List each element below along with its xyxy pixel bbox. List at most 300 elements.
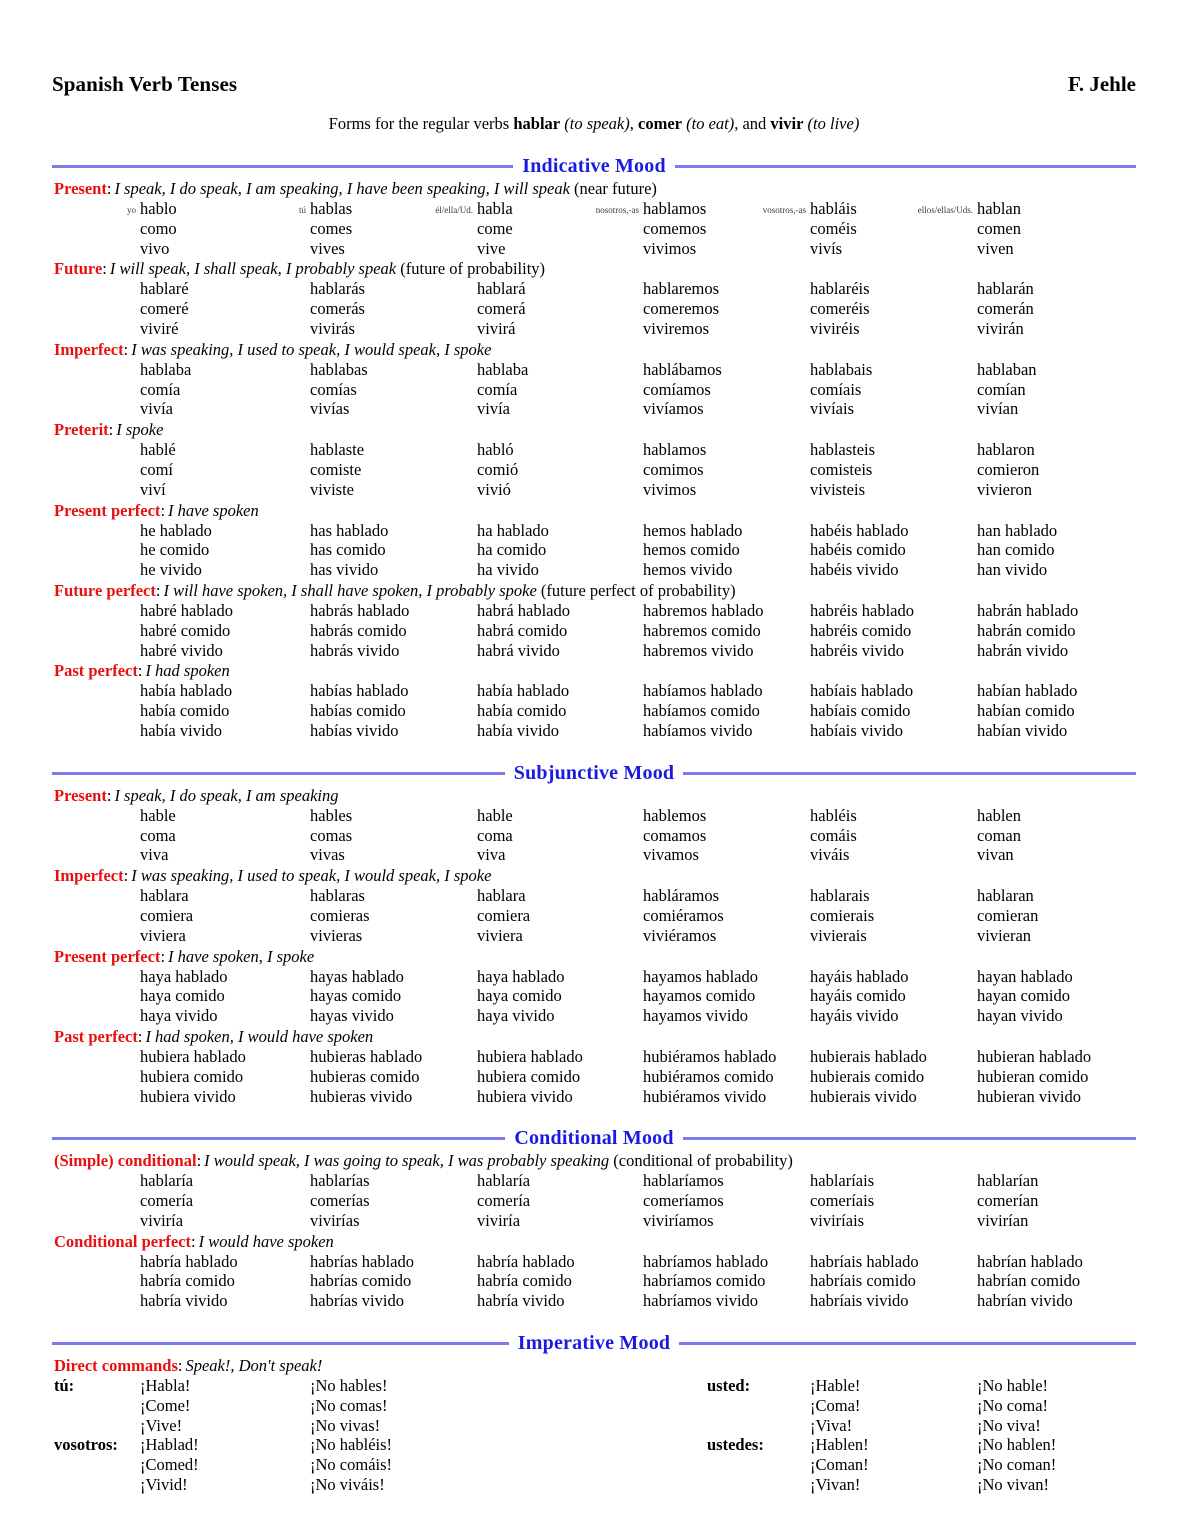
verb-form: viven (977, 238, 1014, 258)
tense-gloss: I have spoken, I spoke (168, 946, 315, 966)
verb-form: has hablado (310, 520, 389, 540)
verb-form: comieran (977, 905, 1039, 925)
verb-form: hubiera hablado (477, 1046, 583, 1066)
conjugation-row (52, 440, 1136, 460)
tense-colon: : (106, 179, 112, 198)
verb-form: hablaras (310, 886, 365, 906)
imperative-negative: ¡No viváis! (310, 1475, 385, 1495)
pronoun-label-2: él/ella/Ud. (435, 205, 473, 215)
verb-comer: comer (638, 114, 682, 133)
tense-block-past-perfect (52, 661, 1136, 740)
tense-heading (52, 661, 1136, 681)
imperative-negative: ¡No vivan! (977, 1475, 1049, 1495)
tense-block-imperfect (52, 340, 1136, 419)
verb-form: comiera (140, 905, 194, 925)
subtitle-sep-2: , and (734, 114, 771, 133)
tense-heading (52, 1356, 1136, 1376)
subtitle-sep-1: , (629, 114, 639, 133)
conjugation-row (52, 621, 1136, 641)
verb-form: habíamos hablado (643, 681, 763, 701)
verb-form: hablaríamos (643, 1171, 724, 1191)
verb-form: hubieran hablado (977, 1046, 1092, 1066)
verb-form: hablará (477, 279, 526, 299)
tense-heading (52, 1027, 1136, 1047)
verb-form: hablaréis (810, 279, 870, 299)
mood-label-conditional-mood: Conditional Mood (514, 1127, 674, 1150)
verb-form: vivirá (477, 318, 516, 338)
verb-form: hubiera comido (140, 1066, 244, 1086)
tense-colon: : (123, 339, 129, 359)
imperative-subject-right: usted: (707, 1376, 751, 1396)
verb-form: hubiera comido (477, 1066, 581, 1086)
verb-form: hablaran (977, 886, 1034, 906)
verb-form: habíais comido (810, 701, 911, 721)
verb-form: vivís (810, 238, 843, 258)
verb-form: habrá comido (477, 620, 568, 640)
verb-form: habríais comido (810, 1271, 916, 1291)
verb-form: hemos vivido (643, 560, 733, 580)
verb-form: habrá vivido (477, 640, 560, 660)
verb-form: habría hablado (140, 1251, 238, 1271)
tense-heading (52, 340, 1136, 360)
verb-form: comía (477, 379, 518, 399)
mood-divider-imperative (52, 1332, 1136, 1355)
verb-form: viviréis (810, 318, 860, 338)
verb-form: vivimos (643, 238, 697, 258)
mood-label-imperative: Imperative Mood (517, 1332, 671, 1355)
document-page (52, 0, 1136, 1536)
tense-gloss: I would speak, I was going to speak, I was probably speaking (204, 1151, 610, 1171)
tense-heading (52, 179, 1136, 199)
verb-form: hablamos (643, 440, 707, 460)
conjugation-row (52, 540, 1136, 560)
verb-form: viviríais (810, 1210, 865, 1230)
conjugation-row (52, 560, 1136, 580)
tense-heading (52, 501, 1136, 521)
conjugation-row (52, 845, 1136, 865)
verb-form: vivíamos (643, 399, 704, 419)
verb-form: hayas vivido (310, 1006, 394, 1026)
verb-form: haya comido (477, 986, 562, 1006)
verb-form: había comido (140, 701, 230, 721)
conjugation-row (52, 460, 1136, 480)
verb-form: habréis hablado (810, 600, 915, 620)
verb-form: viviríamos (643, 1210, 714, 1230)
verb-form: habrás hablado (310, 600, 410, 620)
conjugation-row (52, 279, 1136, 299)
verb-form: comiéramos (643, 905, 724, 925)
author-name: F. Jehle (1067, 72, 1136, 96)
verb-form: hablara (140, 886, 189, 906)
imperative-negative: ¡No habléis! (310, 1435, 393, 1455)
verb-form: ha vivido (477, 560, 539, 580)
imperative-subject-left: tú: (54, 1376, 75, 1396)
verb-form: habrían comido (977, 1271, 1081, 1291)
mood-divider-subjunctive-mood (52, 762, 1136, 785)
conjugation-rows (52, 360, 1136, 419)
conjugation-row (52, 239, 1136, 259)
verb-form: comiera (477, 905, 531, 925)
verb-form: hayáis vivido (810, 1006, 899, 1026)
imperative-row (52, 1376, 1136, 1396)
tense-block-past-perfect (52, 1027, 1136, 1106)
verb-form: hablarán (977, 279, 1034, 299)
verb-form: habéis vivido (810, 560, 899, 580)
verb-form: vives (310, 238, 345, 258)
verb-form: habremos vivido (643, 640, 754, 660)
verb-form: hayan comido (977, 986, 1071, 1006)
verb-form: vivan (977, 845, 1014, 865)
subtitle-prefix: Forms for the regular verbs (328, 114, 514, 133)
verb-form: vivimos (643, 479, 697, 499)
verb-form: hablen (977, 805, 1021, 825)
mood-label-subjunctive-mood: Subjunctive Mood (513, 761, 675, 784)
verb-form: comería (140, 1191, 194, 1211)
verb-form: hablas (310, 199, 353, 218)
tense-label: Past perfect (54, 661, 138, 681)
tense-gloss: I was speaking, I used to speak, I would speak, I spoke (131, 339, 492, 359)
verb-form: comieras (310, 905, 370, 925)
verb-form: hablaba (477, 359, 529, 379)
verb-form: come (477, 218, 513, 238)
imperative-negative: ¡No comas! (310, 1395, 388, 1415)
tense-block-conditional-perfect (52, 1232, 1136, 1311)
verb-form: coma (140, 825, 176, 845)
verb-form: viváis (810, 845, 850, 865)
conjugation-row (52, 1171, 1136, 1191)
verb-form: hablo (140, 199, 177, 218)
conjugation-row (52, 1067, 1136, 1087)
conjugation-rows (52, 681, 1136, 740)
tense-gloss: I have spoken (168, 500, 259, 520)
tense-block-present (52, 786, 1136, 865)
tense-block-simple-conditional (52, 1151, 1136, 1230)
verb-form: hablaba (140, 359, 192, 379)
tense-heading (52, 786, 1136, 806)
pronoun-label-4: vosotros,-as (762, 205, 806, 215)
verb-form: habéis comido (810, 540, 906, 560)
tense-colon: : (160, 946, 166, 966)
tense-block-present-perfect (52, 501, 1136, 580)
imperative-negative: ¡No viva! (977, 1415, 1041, 1435)
document-header (52, 0, 1136, 97)
verb-form: habrían hablado (977, 1251, 1083, 1271)
conjugation-row (52, 1291, 1136, 1311)
verb-form: comamos (643, 825, 707, 845)
verb-form: haya vivido (140, 1006, 218, 1026)
conjugation-row (52, 926, 1136, 946)
verb-form: habrán comido (977, 620, 1076, 640)
verb-form: viva (140, 845, 169, 865)
conjugation-row (52, 299, 1136, 319)
verb-form: había hablado (477, 681, 570, 701)
tense-colon: : (102, 259, 107, 279)
verb-form: habrías vivido (310, 1291, 404, 1311)
verb-form: hubieras hablado (310, 1046, 423, 1066)
verb-form: hablábamos (643, 359, 722, 379)
verb-form: habría vivido (140, 1291, 228, 1311)
tense-colon: : (137, 1026, 143, 1046)
conjugation-row (52, 701, 1136, 721)
verb-form: habías comido (310, 701, 406, 721)
imperative-affirmative: ¡Comed! (140, 1455, 199, 1475)
tense-label: Present (54, 785, 107, 805)
tense-block-future (52, 259, 1136, 338)
verb-form: vivierais (810, 925, 867, 945)
tense-colon: : (177, 1356, 183, 1376)
verb-form: hablarais (810, 886, 870, 906)
tense-colon: : (137, 661, 143, 681)
verb-form: habríais hablado (810, 1251, 919, 1271)
tense-note: (future perfect of probability) (536, 580, 736, 600)
conjugation-row (52, 721, 1136, 741)
verb-form: habría comido (477, 1271, 572, 1291)
verb-form: habrán hablado (977, 600, 1079, 620)
tense-note: (near future) (569, 179, 657, 198)
conjugation-row (52, 806, 1136, 826)
verb-form: hubieras vivido (310, 1086, 413, 1106)
verb-form: viviéramos (643, 925, 717, 945)
verb-form: comí (140, 459, 173, 479)
conjugation-rows (52, 199, 1136, 258)
verb-form: hayáis comido (810, 986, 906, 1006)
verb-form: vivieron (977, 479, 1032, 499)
verb-form: hablabais (810, 359, 873, 379)
verb-form: hayan vivido (977, 1006, 1063, 1026)
tense-gloss: I will speak, I shall speak, I probably speak (109, 259, 397, 279)
verb-form: habrás vivido (310, 640, 400, 660)
verb-form: habré hablado (140, 600, 233, 620)
verb-form: comerá (477, 299, 526, 319)
conjugation-rows (52, 967, 1136, 1026)
verb-form: hubiera vivido (477, 1086, 573, 1106)
verb-form: habremos hablado (643, 600, 764, 620)
conjugation-row (52, 1047, 1136, 1067)
verb-form: hablara (477, 886, 526, 906)
conjugation-row (52, 399, 1136, 419)
verb-form: hubiera vivido (140, 1086, 236, 1106)
verb-form: hayamos hablado (643, 966, 759, 986)
imperative-affirmative: ¡Coman! (810, 1455, 869, 1475)
imperative-rows (52, 1376, 1136, 1495)
imperative-negative: ¡No coman! (977, 1455, 1057, 1475)
verb-form: habréis vivido (810, 640, 904, 660)
tense-heading (52, 866, 1136, 886)
verb-form: coman (977, 825, 1021, 845)
imperative-row (52, 1416, 1136, 1436)
tense-colon: : (123, 866, 129, 886)
verb-form: viviré (140, 318, 179, 338)
conjugation-row (52, 967, 1136, 987)
imperative-subject-right: ustedes: (707, 1435, 764, 1455)
conjugation-row (52, 380, 1136, 400)
verb-form: hubierais hablado (810, 1046, 927, 1066)
moods-container (52, 155, 1136, 1311)
conjugation-row (52, 1271, 1136, 1291)
conjugation-row (52, 986, 1136, 1006)
tense-label: Future perfect (54, 580, 156, 600)
verb-form: comerías (310, 1191, 370, 1211)
verb-form: habremos comido (643, 620, 761, 640)
tense-block-imperfect (52, 866, 1136, 945)
conjugation-rows (52, 886, 1136, 945)
verb-form: han hablado (977, 520, 1058, 540)
verb-form: hablaban (977, 359, 1037, 379)
conjugation-row (52, 219, 1136, 239)
tense-label: Conditional perfect (54, 1231, 192, 1251)
conjugation-row (52, 360, 1136, 380)
verb-form: hablaste (310, 440, 365, 460)
verb-form: coma (477, 825, 513, 845)
verb-form: comía (140, 379, 181, 399)
verb-form: vivía (477, 399, 510, 419)
verb-form: habrías hablado (310, 1251, 415, 1271)
verb-form: vivisteis (810, 479, 866, 499)
verb-form: hablé (140, 440, 176, 460)
verb-form: hablaría (140, 1171, 194, 1191)
verb-form: hayáis hablado (810, 966, 909, 986)
verb-form: comemos (643, 218, 707, 238)
verb-form: habríamos comido (643, 1271, 766, 1291)
mood-divider-conditional-mood (52, 1127, 1136, 1150)
verb-form: haya comido (140, 986, 225, 1006)
verb-form: hayas comido (310, 986, 402, 1006)
tense-label: Direct commands (54, 1356, 178, 1376)
verb-form: comió (477, 459, 519, 479)
tense-heading (52, 581, 1136, 601)
verb-form: habría vivido (477, 1291, 565, 1311)
verb-form: hubierais vivido (810, 1086, 917, 1106)
verb-form: había hablado (140, 681, 233, 701)
tense-label: Preterit (54, 420, 109, 440)
tense-heading (52, 1151, 1136, 1171)
page-title: Spanish Verb Tenses (52, 72, 238, 96)
verb-form: viviera (477, 925, 523, 945)
verb-form: hablarían (977, 1171, 1039, 1191)
tense-block-present (52, 179, 1136, 258)
verb-form: hablan (977, 199, 1021, 218)
verb-form: habré comido (140, 620, 231, 640)
conjugation-row (52, 1006, 1136, 1026)
verb-form: hubiéramos hablado (643, 1046, 777, 1066)
verb-form: vivamos (643, 845, 699, 865)
imperative-negative: ¡No coma! (977, 1395, 1049, 1415)
pronoun-label-0: yo (127, 205, 136, 215)
verb-form: hables (310, 805, 353, 825)
conjugation-rows (52, 521, 1136, 580)
verb-form: comiste (310, 459, 362, 479)
verb-form: hablemos (643, 805, 707, 825)
verb-form: habría comido (140, 1271, 235, 1291)
verb-form: habrían vivido (977, 1291, 1073, 1311)
imperative-affirmative: ¡Vive! (140, 1415, 183, 1435)
tense-gloss: I would have spoken (198, 1231, 334, 1251)
tense-block-present-perfect (52, 947, 1136, 1026)
verb-form: habíamos vivido (643, 720, 753, 740)
verb-comer-gloss: (to eat) (686, 114, 735, 133)
verb-form: vivían (977, 399, 1019, 419)
verb-form: comeríamos (643, 1191, 724, 1211)
divider-rule-right (679, 1342, 1136, 1345)
tense-label: Imperfect (54, 866, 124, 886)
conjugation-row (52, 886, 1136, 906)
verb-form: comierais (810, 905, 875, 925)
conjugation-row (52, 681, 1136, 701)
tense-label: Present perfect (54, 946, 161, 966)
verb-form: hablasteis (810, 440, 876, 460)
tense-gloss: I speak, I do speak, I am speaking, I have been speaking, I will speak (114, 179, 570, 198)
mood-label-indicative-mood: Indicative Mood (522, 155, 666, 177)
imperative-negative: ¡No hables! (310, 1376, 388, 1396)
verb-form: haya hablado (140, 966, 228, 986)
tense-label: Present (54, 179, 107, 198)
verb-hablar-gloss: (to speak) (564, 114, 630, 133)
tense-colon: : (155, 580, 161, 600)
verb-form: viviera (140, 925, 186, 945)
conjugation-rows (52, 440, 1136, 499)
verb-form: habléis (810, 805, 857, 825)
verb-form: habían comido (977, 701, 1075, 721)
verb-hablar: hablar (513, 114, 561, 133)
verb-form: vivió (477, 479, 511, 499)
tense-heading (52, 1232, 1136, 1252)
verb-form: hable (477, 805, 513, 825)
conjugation-row (52, 521, 1136, 541)
verb-form: vivíais (810, 399, 854, 419)
verb-form: comas (310, 825, 353, 845)
verb-form: hayas hablado (310, 966, 404, 986)
divider-rule-left (52, 772, 505, 775)
tense-block-future-perfect (52, 581, 1136, 660)
verb-form: comeremos (643, 299, 720, 319)
conjugation-rows (52, 601, 1136, 660)
imperative-negative: ¡No hable! (977, 1376, 1049, 1396)
verb-form: hablaré (140, 279, 189, 299)
verb-form: habíais vivido (810, 720, 904, 740)
imperative-affirmative: ¡Habla! (140, 1376, 191, 1396)
verb-form: hablaría (477, 1171, 531, 1191)
verb-form: hubiéramos comido (643, 1066, 774, 1086)
verb-form: viviremos (643, 318, 709, 338)
verb-form: vivieran (977, 925, 1032, 945)
verb-form: hable (140, 805, 176, 825)
verb-form: vivías (310, 399, 350, 419)
verb-form: habláramos (643, 886, 720, 906)
verb-form: comisteis (810, 459, 873, 479)
verb-form: haya hablado (477, 966, 565, 986)
verb-form: comeréis (810, 299, 870, 319)
tense-colon: : (196, 1151, 202, 1171)
tense-gloss: I spoke (116, 420, 164, 440)
verb-vivir: vivir (770, 114, 804, 133)
conjugation-row (52, 1087, 1136, 1107)
verb-form: habrán vivido (977, 640, 1069, 660)
conjugation-row (52, 641, 1136, 661)
divider-rule-left (52, 1137, 505, 1140)
verb-form: hayamos vivido (643, 1006, 748, 1026)
divider-rule-left (52, 1342, 509, 1345)
verb-form: habías hablado (310, 681, 409, 701)
verb-form: habló (477, 440, 514, 460)
tense-heading (52, 259, 1136, 279)
verb-form: he comido (140, 540, 210, 560)
verb-form: comes (310, 218, 353, 238)
tense-block-direct-commands (52, 1356, 1136, 1495)
tense-heading (52, 420, 1136, 440)
verb-form: viví (140, 479, 166, 499)
tense-gloss: I will have spoken, I shall have spoken, I probably spoke (163, 580, 537, 600)
verb-form: comerás (310, 299, 365, 319)
